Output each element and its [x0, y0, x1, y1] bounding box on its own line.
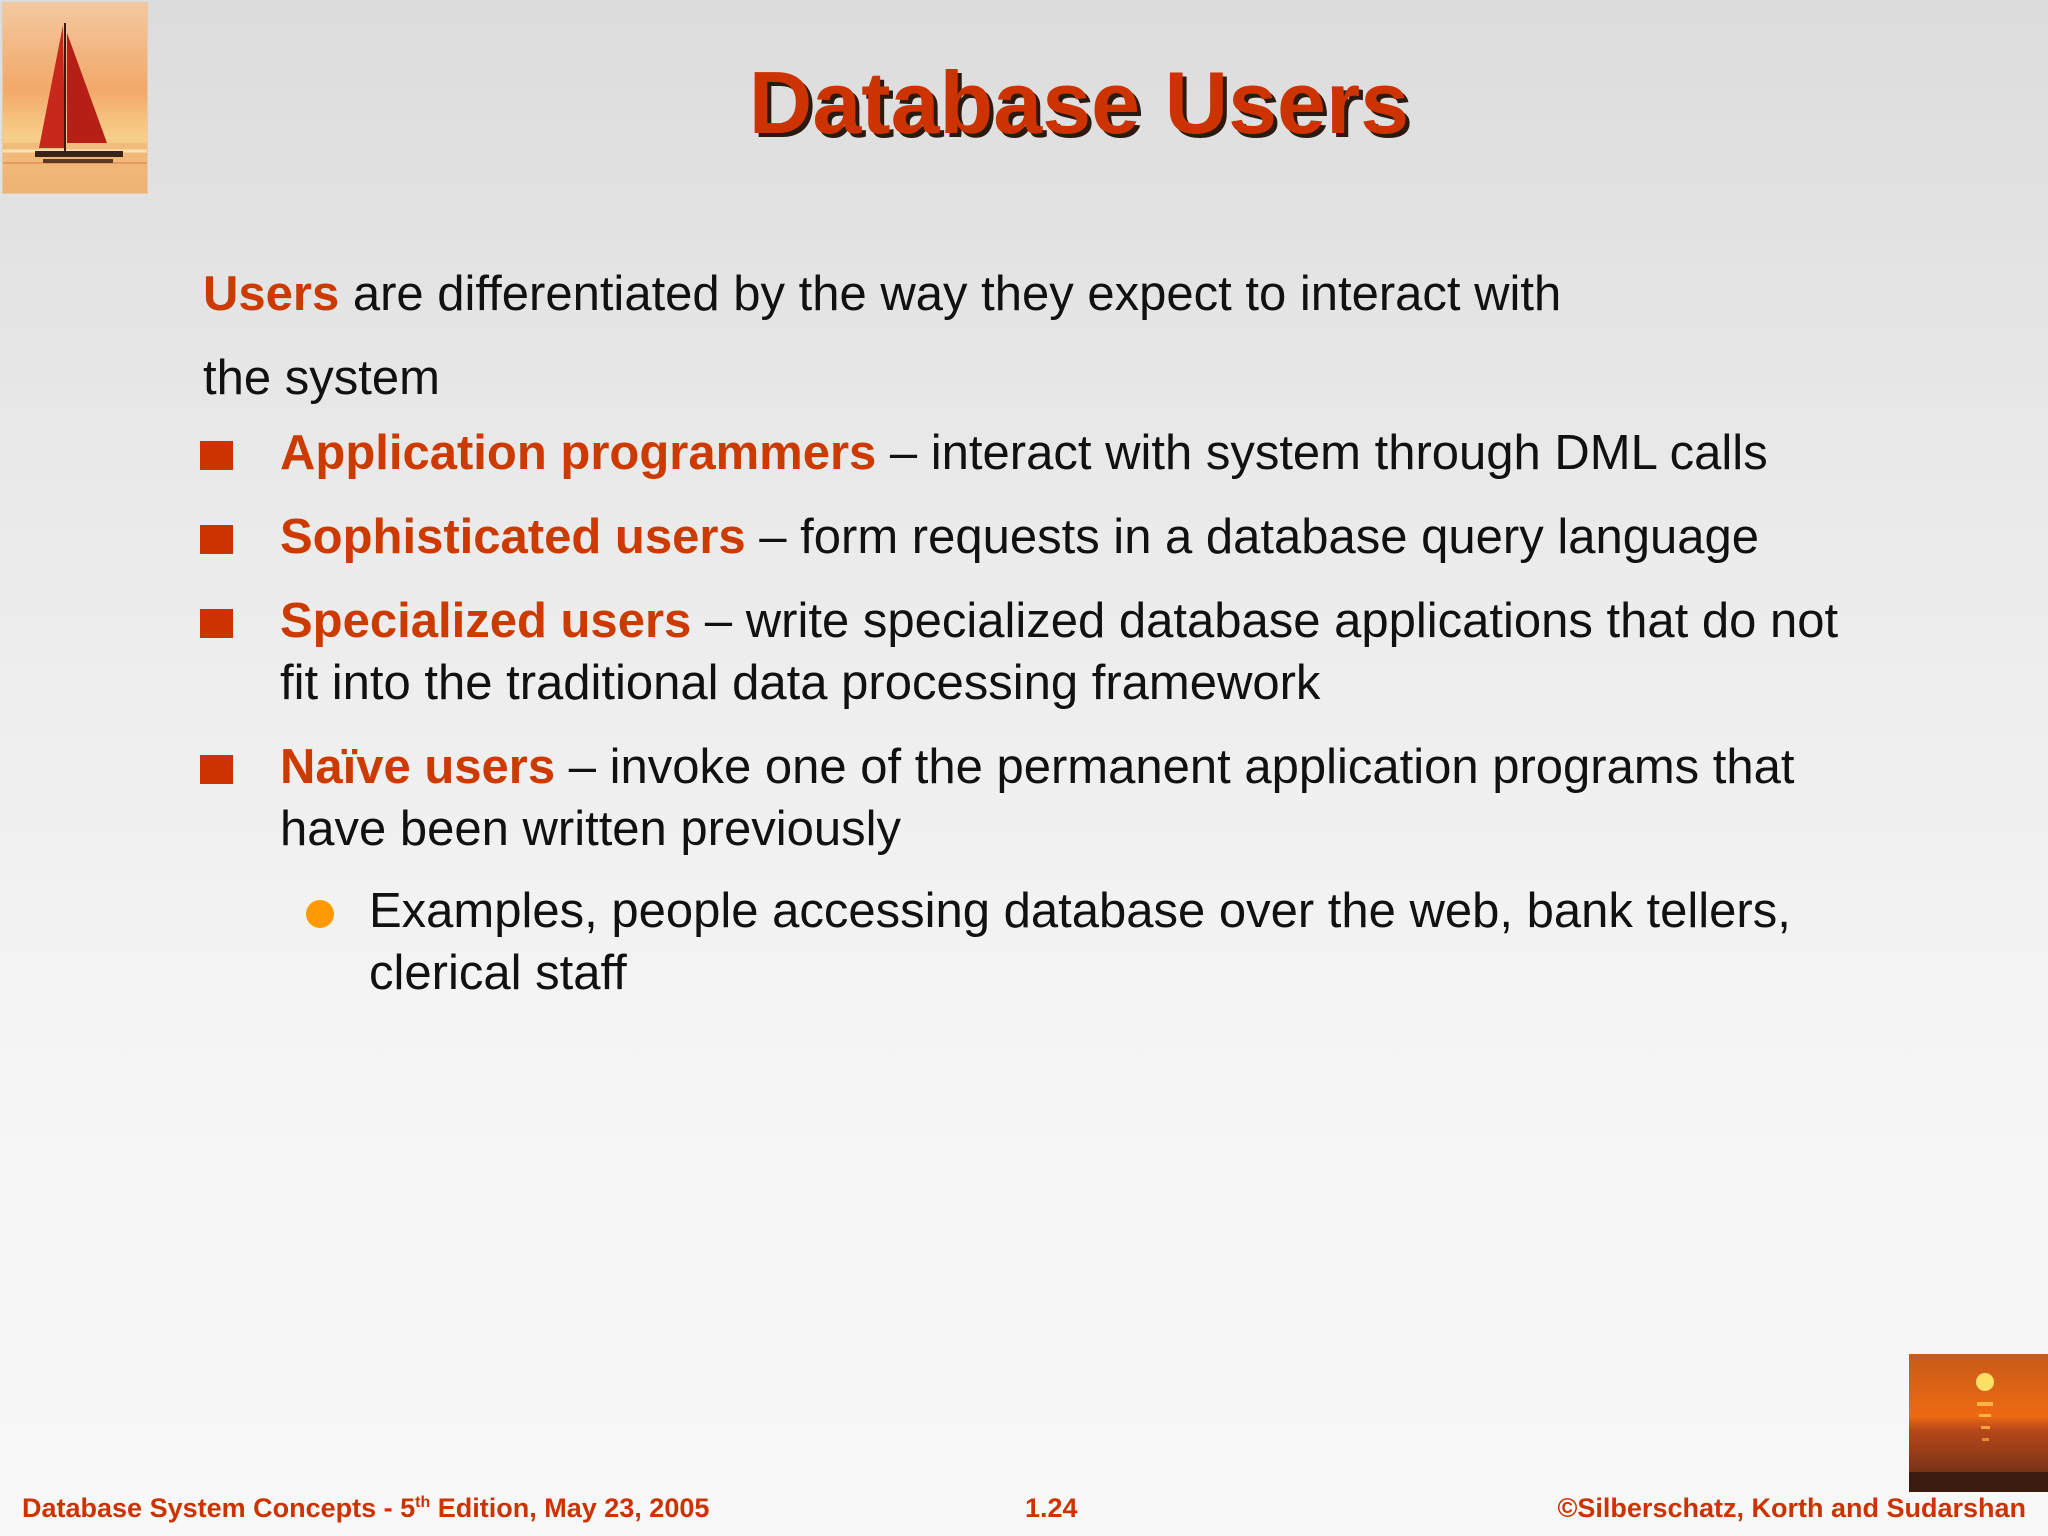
- footer-left-sup: th: [415, 1494, 431, 1511]
- footer-book-title: [22, 1493, 709, 1524]
- slide-title: Database Users: [748, 53, 1410, 152]
- intro-text-line2: the system: [203, 351, 440, 405]
- item-term: Application programmers: [280, 426, 877, 480]
- item-separator: –: [745, 510, 801, 564]
- footer-page-number: 1.24: [1025, 1493, 1078, 1523]
- square-bullet-icon: [200, 609, 233, 638]
- item-separator: –: [691, 594, 746, 648]
- sub-list-item: [203, 880, 1883, 1004]
- list-item: [203, 736, 1883, 860]
- footer-left-prefix: Database System Concepts - 5: [22, 1493, 416, 1523]
- intro-text-line1: are differentiated by the way they expect to interact with: [339, 267, 1562, 321]
- sunset-logo-image: [1909, 1354, 2048, 1492]
- item-description: invoke one of the permanent application programs that have been written previously: [280, 740, 1795, 856]
- item-description: write specialized database applications that do not fit into the traditional data processing framework: [280, 594, 1839, 710]
- item-separator: –: [876, 426, 931, 480]
- bullet-list: [203, 422, 1883, 1004]
- list-item: [203, 590, 1883, 714]
- intro-paragraph: [203, 252, 1883, 420]
- item-separator: –: [555, 740, 610, 794]
- round-bullet-icon: [306, 900, 334, 928]
- square-bullet-icon: [200, 755, 233, 784]
- footer-left-suffix: Edition, May 23, 2005: [430, 1493, 710, 1523]
- item-description: form requests in a database query language: [800, 510, 1759, 564]
- item-term: Naïve users: [280, 740, 556, 794]
- square-bullet-icon: [200, 525, 233, 554]
- slide-content: [203, 252, 1883, 1004]
- sub-item-text: Examples, people accessing database over the web, bank tellers, clerical staff: [369, 884, 1791, 1000]
- intro-highlight: Users: [203, 267, 340, 321]
- item-term: Sophisticated users: [280, 510, 746, 564]
- list-item: [203, 422, 1883, 484]
- square-bullet-icon: [200, 441, 233, 470]
- footer-copyright: ©Silberschatz, Korth and Sudarshan: [1557, 1493, 2026, 1523]
- list-item: [203, 506, 1883, 568]
- item-term: Specialized users: [280, 594, 692, 648]
- item-description: interact with system through DML calls: [930, 426, 1768, 480]
